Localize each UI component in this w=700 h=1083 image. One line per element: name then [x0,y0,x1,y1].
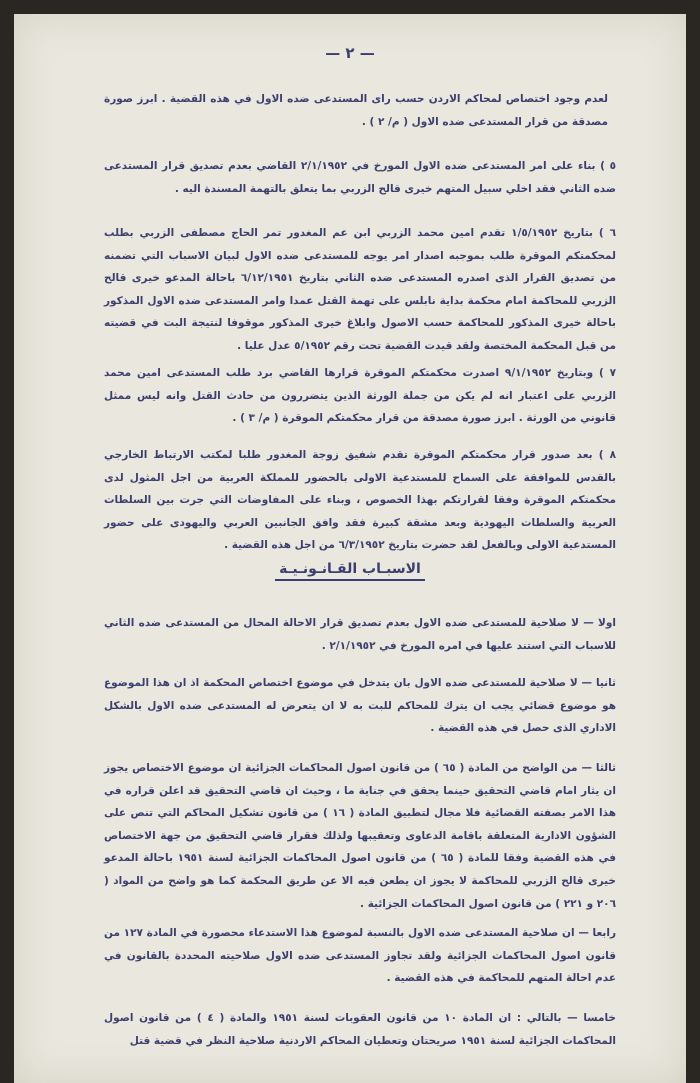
reason-third: ثالثا — من الواضح من المادة ( ٦٥ ) من قانون اصول المحاكمات الجزائية ان موضوع الاختصاص يجوز ان يثار امام قاضي التحقيق حينما يحقق في جناية ما ، وحيث ان قاضي التحقيق قد اعلن قراره في هذا الامر بصفته القضائية فلا مجال لتطبيق المادة ( ١٦ ) من قانون تشكيل المحاكم التي تنص على الشؤون الادارية المتعلقة باقامة الدعاوى وتعقيبها ولذلك فقرار قاضي التحقيق من جهة الاختصاص في هذه القضية وفقا للمادة ( ٦٥ ) من قانون اصول المحاكمات الجزائية لسنة ١٩٥١ باحالة المدعو خيرى قالح الزربي للمحاكمة لا يجوز ان يطعن فيه الا عن طريق المحكمة كما هو واضح من المواد ( ٢٠٦ و ٢٢١ ) من قانون اصول المحاكمات الجزائية . [104,762,617,910]
reason-fourth: رابعا — ان صلاحية المستدعى ضده الاول بالنسبة لموضوع هذا الاستدعاء محصورة في المادة ١٢٧ من قانون اصول المحاكمات الجزائية ولقد تجاوز المستدعى ضده الاول صلاحيته المحددة بالقانون في عدم احالة المتهم للمحاكمة في هذه القضية . [104,927,616,985]
paragraph-6: ٦ ) بتاريخ ١/٥/١٩٥٢ تقدم امين محمد الزربي ابن عم المغدور تمر الحاج مصطفى الزربي بطلب لمحكمتكم الموقرة طلب بموجبه اصدار امر يوجه للمستدعى ضده الاول لبيان الاسباب التي تضمنه من تصديق القرار الذى اصدره المستدعى ضده الثاني بتاريخ ٦/١٢/١٩٥١ باحالة المدعو خيرى قالح الزربي للمحاكمة امام محكمة بداية نابلس على تهمة القتل عمدا وامر المستدعى ضده الاول المذكور باحالة خيرى المذكور للمحاكمة حسب الاصول وابلاغ خيرى المذكور موقوفا لنتيجة البت في قضيته من قبل المحكمة المختصة ولقد قيدت القضية تحت رقم ٥/١٩٥٢ عدل عليا . [104,227,616,352]
reason-first: اولا — لا صلاحية للمستدعى ضده الاول بعدم تصديق قرار الاحالة المحال من المستدعى ضده الثاني للاسباب التي استند عليها في امره المورخ في ٢/١/١٩٥٢ . [104,617,616,652]
section-heading [14,561,686,577]
paragraph-7: ٧ ) وبتاريخ ٩/١/١٩٥٢ اصدرت محكمتكم الموقرة قرارها القاضي برد طلب المستدعى امين محمد الزربي على اعتبار انه لم يكن من جملة الورثة الذين يتضررون من حادث القتل وانه ليس ممثل قانوني من الورثة . ابرز صورة مصدقة من قرار محكمتكم الموقرة ( م/ ٣ ) . [104,367,616,425]
page-number: — ٢ — [325,44,375,62]
reason-second: ثانيا — لا صلاحية للمستدعى ضده الاول بان يتدخل في موضوع اختصاص المحكمة اذ ان هذا الموضوع هو موضوع قضائي يجب ان يترك للمحاكم للبت به لا ان يتعرض له المستدعى ضده الاول بالشكل الاداري الذى حصل في هذه القضية . [104,677,616,735]
paragraph-intro: لعدم وجود اختصاص لمحاكم الاردن حسب راى المستدعى ضده الاول في هذه القضية . ابرز صورة مصدقة من قرار المستدعى ضده الاول ( م/ ٢ ) . [104,93,608,128]
section-heading-text: الاسبـاب القـانـونـيـة [275,561,425,581]
paragraph-8: ٨ ) بعد صدور قرار محكمتكم الموقرة تقدم شفيق زوجة المغدور طلبا لمكتب الارتباط الخارجي بالقدس للموافقة على السماح للمستدعية الاولى بالحضور للمملكة العربية من اجل المثول لدى محكمتكم الموقرة وفقا لقرارتكم بهذا الخصوص ، وبناء على المفاوضات التي جرت بين السلطات العربية والسلطات اليهودية وبعد مشقة كبيرة فقد وافق الجانبين العربي واليهودى على حضور المستدعية الاولى وبالفعل لقد حضرت بتاريخ ٦/٣/١٩٥٢ من اجل هذه القضية . [104,449,616,552]
paragraph-5: ٥ ) بناء على امر المستدعى ضده الاول المورخ في ٢/١/١٩٥٢ القاضي بعدم تصديق قرار المستدعى ضده الثاني فقد اخلي سبيل المتهم خيرى قالح الزربي بما يتعلق بالتهمة المسندة اليه . [104,160,616,195]
reason-fifth: خامسا — بالتالي : ان المادة ١٠ من قانون العقوبات لسنة ١٩٥١ والمادة ( ٤ ) من قانون اصول المحاكمات الجزائية لسنة ١٩٥١ صريحتان وتعطيان المحاكم الاردنية صلاحية النظر في قضية قتل [104,1012,616,1047]
document-page [14,14,686,1083]
